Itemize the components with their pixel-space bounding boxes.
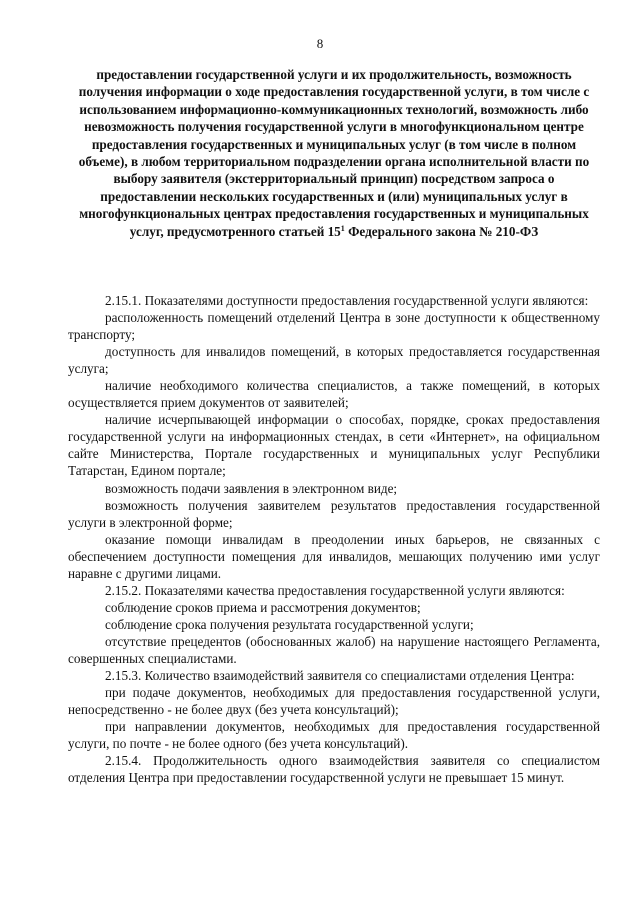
section-heading (68, 66, 600, 240)
paragraph: при подаче документов, необходимых для предоставления государственной услуги, непосредственно - не более двух (без учета консультаций); (68, 685, 600, 718)
paragraph: возможность подачи заявления в электронном виде; (105, 480, 398, 496)
document-body (68, 292, 600, 786)
paragraph: 2.15.2. Показателями качества предоставления государственной услуги являются: (105, 582, 565, 598)
paragraph: возможность получения заявителем результатов предоставления государственной услуги в электронной форме; (68, 497, 600, 530)
paragraph: расположенность помещений отделений Центра в зоне доступности к общественному транспорту; (68, 310, 600, 343)
heading-text: предоставлении государственной услуги и их продолжительность, возможность получения информации о ходе предоставления государственной услуги, в том числе с использованием информационно-коммуникационных технологий, возможность либо невозможность получения государственной услуги в многофункциональном центре предоставления государственных и муниципальных услуг (в том числе в полном объеме), в любом территориальном подразделении органа исполнительной власти по выбору заявителя (экстерриториальный принцип) посредством запроса о предоставлении нескольких государственных и (или) муниципальных услуг в многофункциональных центрах предоставления государственных и муниципальных услуг, предусмотренного статьей 15 (78, 67, 590, 239)
paragraph: наличие необходимого количества специалистов, а также помещений, в которых осуществляется прием документов от заявителей; (68, 378, 600, 411)
heading-text-end: Федерального закона № 210-ФЗ (344, 223, 539, 239)
paragraph: 2.15.1. Показателями доступности предоставления государственной услуги являются: (105, 293, 589, 308)
paragraph: при направлении документов, необходимых для предоставления государственной услуги, по почте - не более одного (без учета консультаций). (68, 719, 600, 752)
paragraph: 2.15.3. Количество взаимодействий заявителя со специалистами отделения Центра: (105, 668, 575, 684)
paragraph: наличие исчерпывающей информации о способах, порядке, сроках предоставления государственной услуги на информационных стендах, в сети «Интернет», на официальном сайте Министерства, Портале государственных и муниципальных услуг Республики Татарстан, Едином портале; (68, 412, 600, 479)
paragraph: соблюдение сроков приема и рассмотрения документов; (105, 599, 421, 615)
paragraph: доступность для инвалидов помещений, в которых предоставляется государственная услуга; (68, 344, 600, 377)
page-number: 8 (316, 36, 324, 51)
paragraph: отсутствие прецедентов (обоснованных жалоб) на нарушение настоящего Регламента, совершенных специалистами. (68, 633, 600, 666)
paragraph: 2.15.4. Продолжительность одного взаимодействия заявителя со специалистом отделения Центра при предоставлении государственной услуги не превышает 15 минут. (68, 753, 600, 786)
paragraph: оказание помощи инвалидам в преодолении иных барьеров, не связанных с обеспечением доступности помещения для инвалидов, мешающих получению ими услуг наравне с другими лицами. (68, 531, 600, 581)
paragraph: соблюдение срока получения результата государственной услуги; (105, 616, 474, 632)
heading-superscript: 1 (340, 223, 345, 233)
